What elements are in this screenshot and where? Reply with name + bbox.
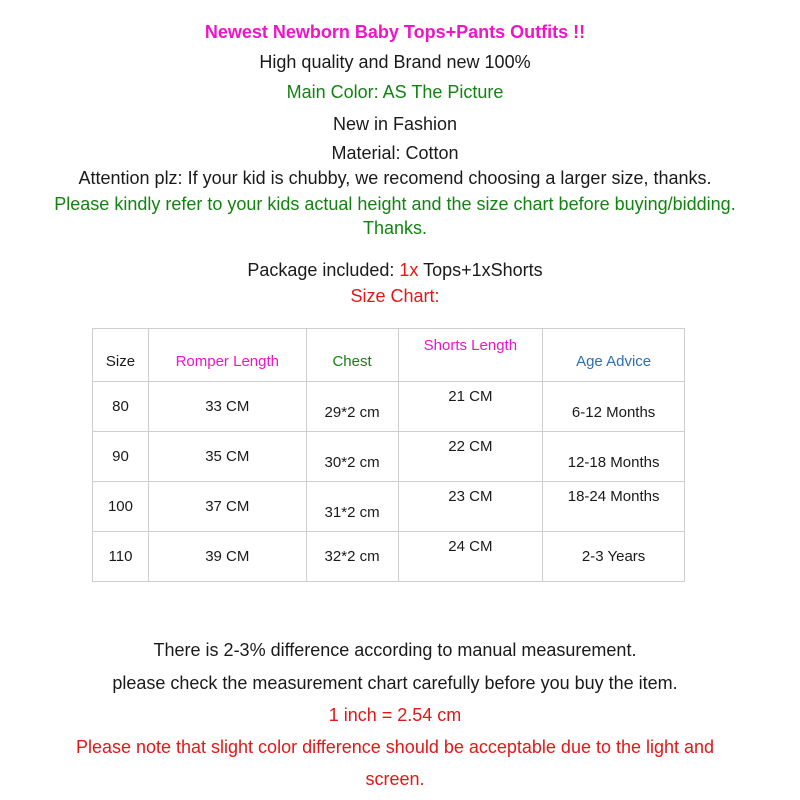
- cell-size: 90: [93, 432, 149, 482]
- table-row: [93, 382, 685, 432]
- color-note-text-cont: screen.: [365, 769, 425, 789]
- color-note-text: Please note that slight color difference should be acceptable due to the light and: [75, 737, 715, 757]
- header-shorts-length: Shorts Length: [398, 329, 543, 382]
- attention-text: Attention plz: If your kid is chubby, we recomend choosing a larger size, thanks.: [78, 168, 712, 188]
- cell-shorts-length: 22 CM: [398, 432, 543, 482]
- package-items: Tops+1xShorts: [418, 260, 543, 280]
- cell-chest: 30*2 cm: [306, 432, 398, 482]
- header-romper-length: Romper Length: [148, 329, 306, 382]
- cell-romper-length: 33 CM: [148, 382, 306, 432]
- size-chart-table: [92, 328, 685, 582]
- size-chart-label: Size Chart:: [350, 286, 440, 306]
- cell-shorts-length: 24 CM: [398, 532, 543, 582]
- check-text: please check the measurement chart carefully before you buy the item.: [112, 673, 678, 693]
- cell-age-advice: 12-18 Months: [543, 432, 685, 482]
- material-text: Material: Cotton: [331, 143, 459, 163]
- package-text: [0, 260, 790, 281]
- table-row: [93, 432, 685, 482]
- table-header-row: [93, 329, 685, 382]
- cell-size: 80: [93, 382, 149, 432]
- cell-romper-length: 37 CM: [148, 482, 306, 532]
- difference-text: There is 2-3% difference according to manual measurement.: [153, 640, 637, 660]
- cell-chest: 31*2 cm: [306, 482, 398, 532]
- package-prefix: Package included:: [247, 260, 400, 280]
- cell-age-advice: 18-24 Months: [543, 482, 685, 532]
- page-title: Newest Newborn Baby Tops+Pants Outfits !!: [204, 22, 586, 42]
- cell-size: 110: [93, 532, 149, 582]
- main-color-text: Main Color: AS The Picture: [286, 82, 504, 102]
- refer-text: Please kindly refer to your kids actual height and the size chart before buying/bidding.: [54, 194, 736, 214]
- cell-romper-length: 35 CM: [148, 432, 306, 482]
- cell-chest: 29*2 cm: [306, 382, 398, 432]
- cell-shorts-length: 21 CM: [398, 382, 543, 432]
- header-size: Size: [93, 329, 149, 382]
- cell-shorts-length: 23 CM: [398, 482, 543, 532]
- cell-size: 100: [93, 482, 149, 532]
- header-age-advice: Age Advice: [543, 329, 685, 382]
- inch-conversion-text: 1 inch = 2.54 cm: [328, 705, 462, 725]
- cell-chest: 32*2 cm: [306, 532, 398, 582]
- fashion-text: New in Fashion: [332, 114, 458, 134]
- cell-romper-length: 39 CM: [148, 532, 306, 582]
- table-row: [93, 482, 685, 532]
- table-row: [93, 532, 685, 582]
- thanks-text: Thanks.: [362, 218, 428, 238]
- cell-age-advice: 6-12 Months: [543, 382, 685, 432]
- header-chest: Chest: [306, 329, 398, 382]
- quality-text: High quality and Brand new 100%: [259, 52, 531, 72]
- package-qty: 1x: [399, 260, 419, 280]
- cell-age-advice: 2-3 Years: [543, 532, 685, 582]
